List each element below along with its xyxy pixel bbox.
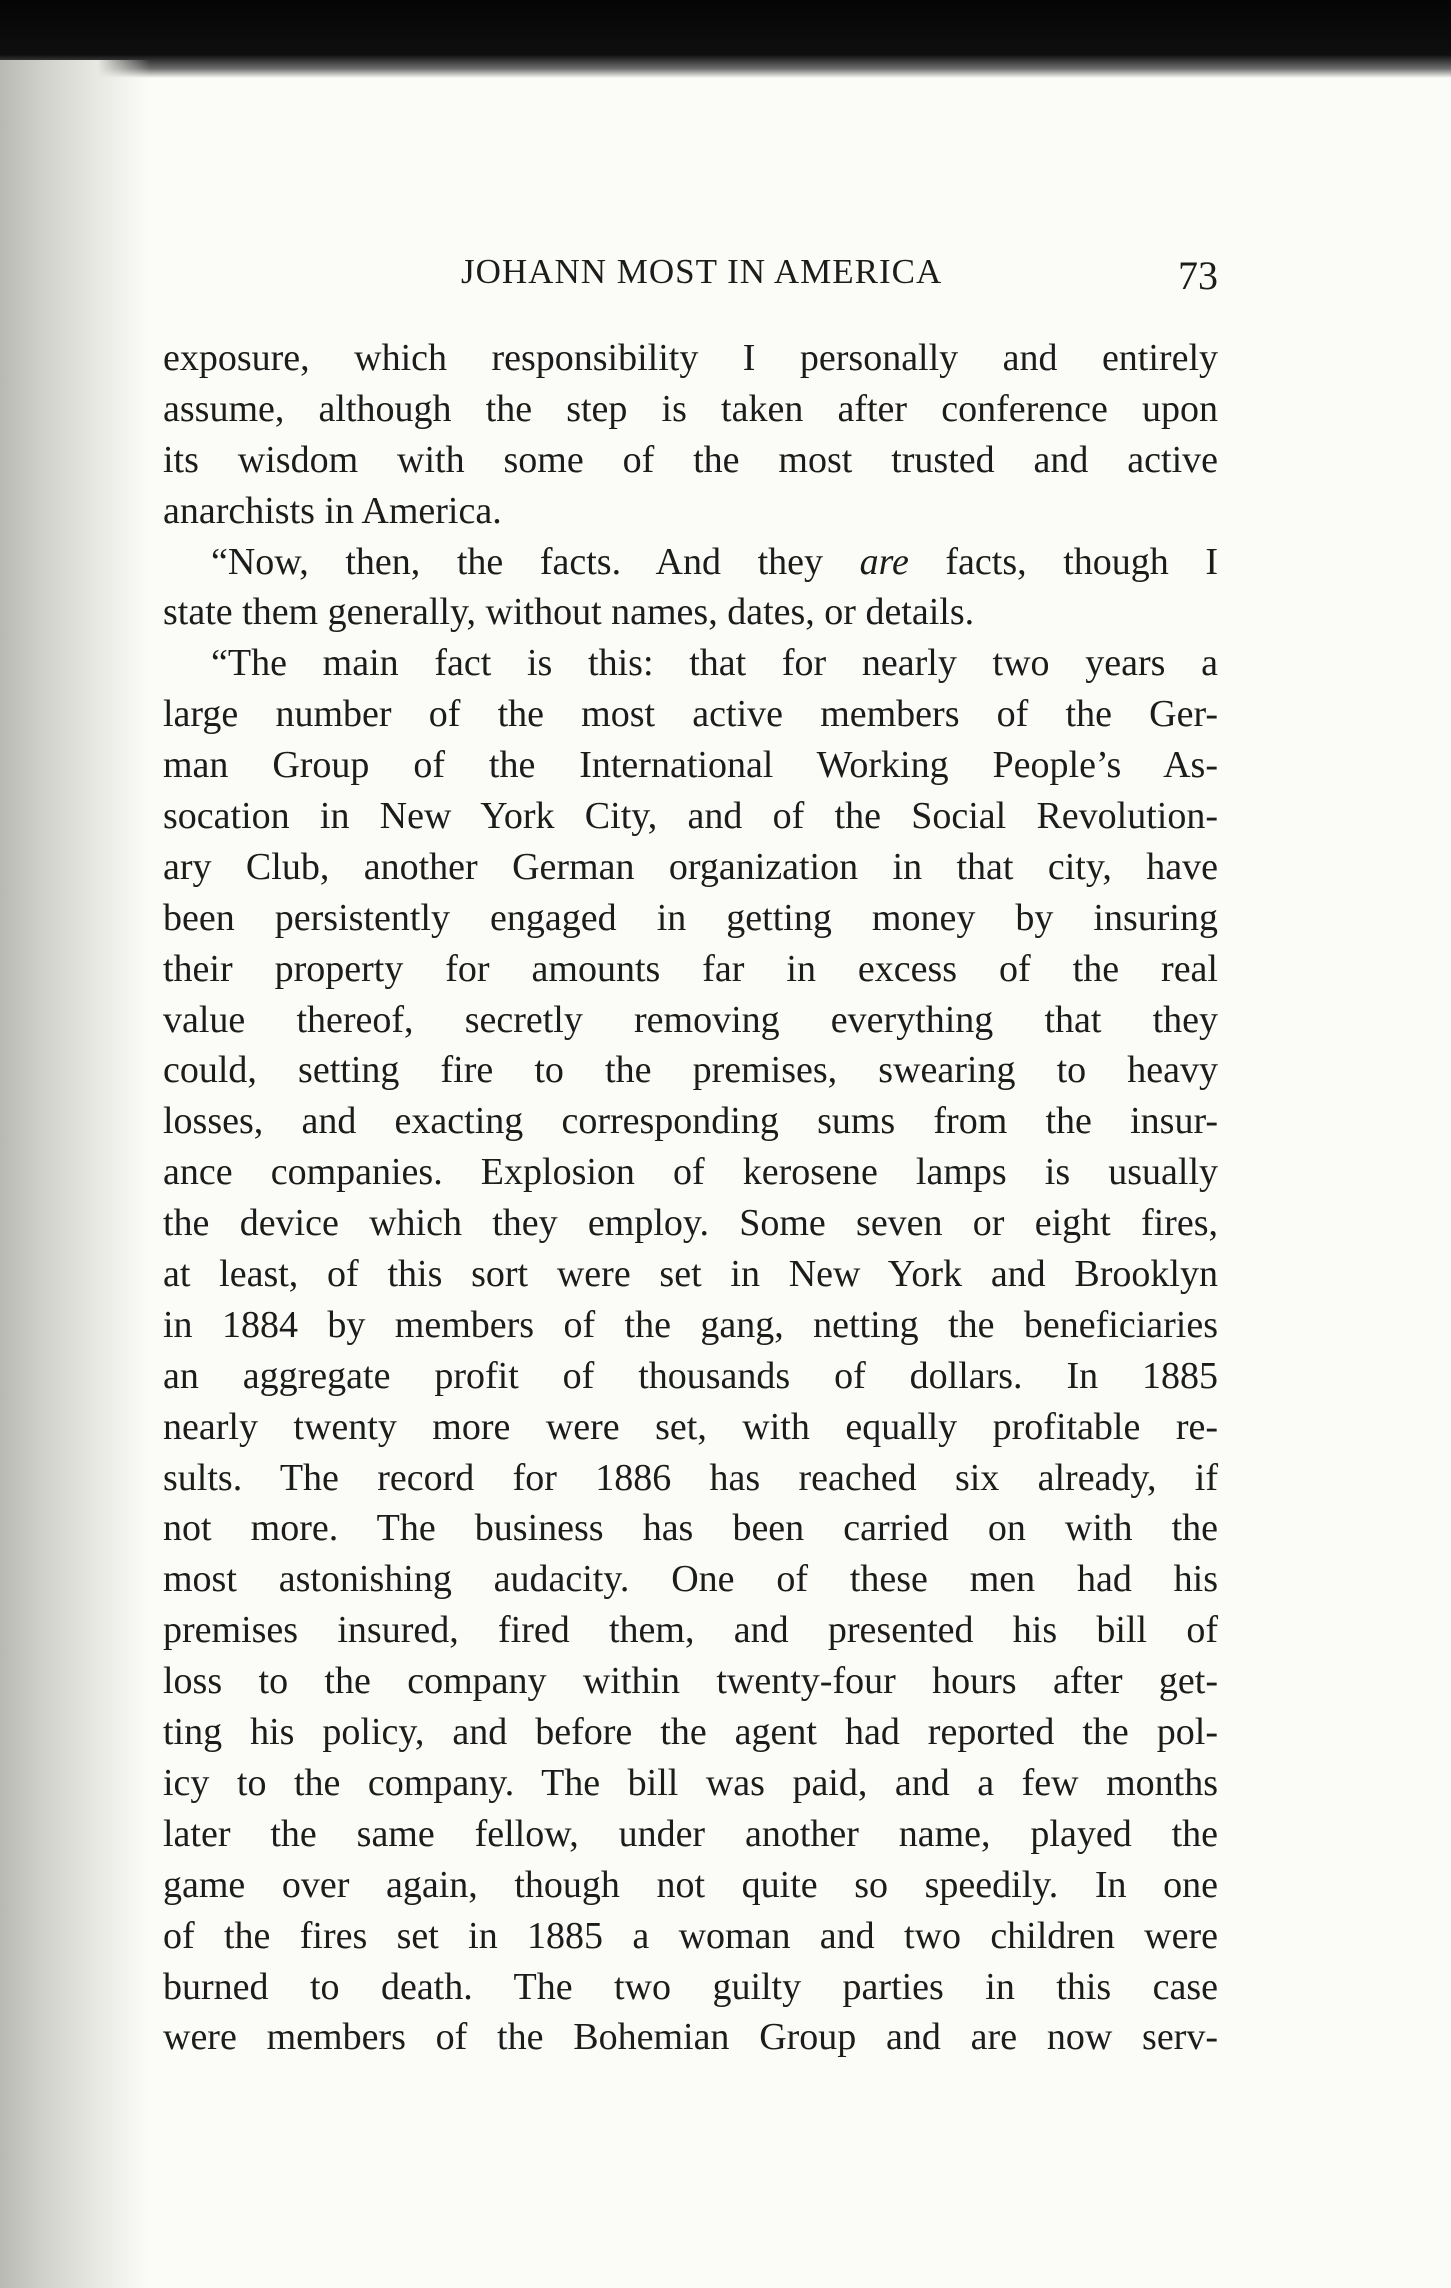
text-line: were members of the Bohemian Group and are now serv- [163, 2016, 1218, 2059]
text-line: sults. The record for 1886 has reached six already, if [163, 1456, 1218, 1499]
text-line: losses, and exacting corresponding sums from the insur- [163, 1100, 1218, 1143]
text-line: later the same fellow, under another name, played the [163, 1812, 1218, 1855]
text-segment: facts, though I [908, 540, 1218, 583]
text-line: ting his policy, and before the agent had reported the pol- [163, 1711, 1218, 1754]
text-line [163, 537, 1218, 588]
emphasized-word: are [859, 540, 909, 583]
text-line: their property for amounts far in excess of the real [163, 947, 1218, 990]
text-line: in 1884 by members of the gang, netting the beneficiaries [163, 1303, 1218, 1346]
text-line: the device which they employ. Some seven or eight fires, [163, 1202, 1218, 1245]
text-line: its wisdom with some of the most trusted and active [163, 438, 1218, 481]
text-line: man Group of the International Working People’s As- [163, 744, 1218, 787]
text-line: could, setting fire to the premises, swearing to heavy [163, 1049, 1218, 1092]
text-line: ance companies. Explosion of kerosene lamps is usually [163, 1151, 1218, 1194]
text-line: not more. The business has been carried on with the [163, 1507, 1218, 1550]
text-line: loss to the company within twenty-four hours after get- [163, 1660, 1218, 1703]
text-line: nearly twenty more were set, with equally profitable re- [163, 1405, 1218, 1448]
text-line: large number of the most active members of the Ger- [163, 693, 1218, 736]
text-line: icy to the company. The bill was paid, and a few months [163, 1761, 1218, 1804]
text-line: ary Club, another German organization in that city, have [163, 845, 1218, 888]
text-line: exposure, which responsibility I personally and entirely [163, 337, 1218, 379]
text-line: state them generally, without names, dates, or details. [163, 591, 975, 634]
text-line: of the fires set in 1885 a woman and two children were [163, 1914, 1218, 1957]
text-line: game over again, though not quite so speedily. In one [163, 1863, 1218, 1906]
text-line: an aggregate profit of thousands of dollars. In 1885 [163, 1354, 1218, 1397]
text-line: burned to death. The two guilty parties in this case [163, 1965, 1218, 2008]
page-number: 73 [1178, 253, 1218, 298]
text-line: premises insured, fired them, and presented his bill of [163, 1609, 1218, 1652]
text-line: value thereof, secretly removing everything that they [163, 998, 1218, 1041]
text-line: socation in New York City, and of the Social Revolution- [163, 795, 1218, 838]
running-head [163, 252, 1218, 312]
text-line: been persistently engaged in getting money by insuring [163, 896, 1218, 939]
text-line: at least, of this sort were set in New York and Brooklyn [163, 1253, 1218, 1296]
text-line: assume, although the step is taken after conference upon [163, 387, 1218, 430]
text-line: most astonishing audacity. One of these men had his [163, 1558, 1218, 1601]
text-line: anarchists in America. [163, 489, 502, 532]
body-text [163, 333, 1218, 2063]
text-segment: “Now, then, the facts. And they [211, 540, 860, 583]
running-title: JOHANN MOST IN AMERICA [461, 252, 943, 291]
text-line: “The main fact is this: that for nearly two years a [211, 642, 1218, 685]
